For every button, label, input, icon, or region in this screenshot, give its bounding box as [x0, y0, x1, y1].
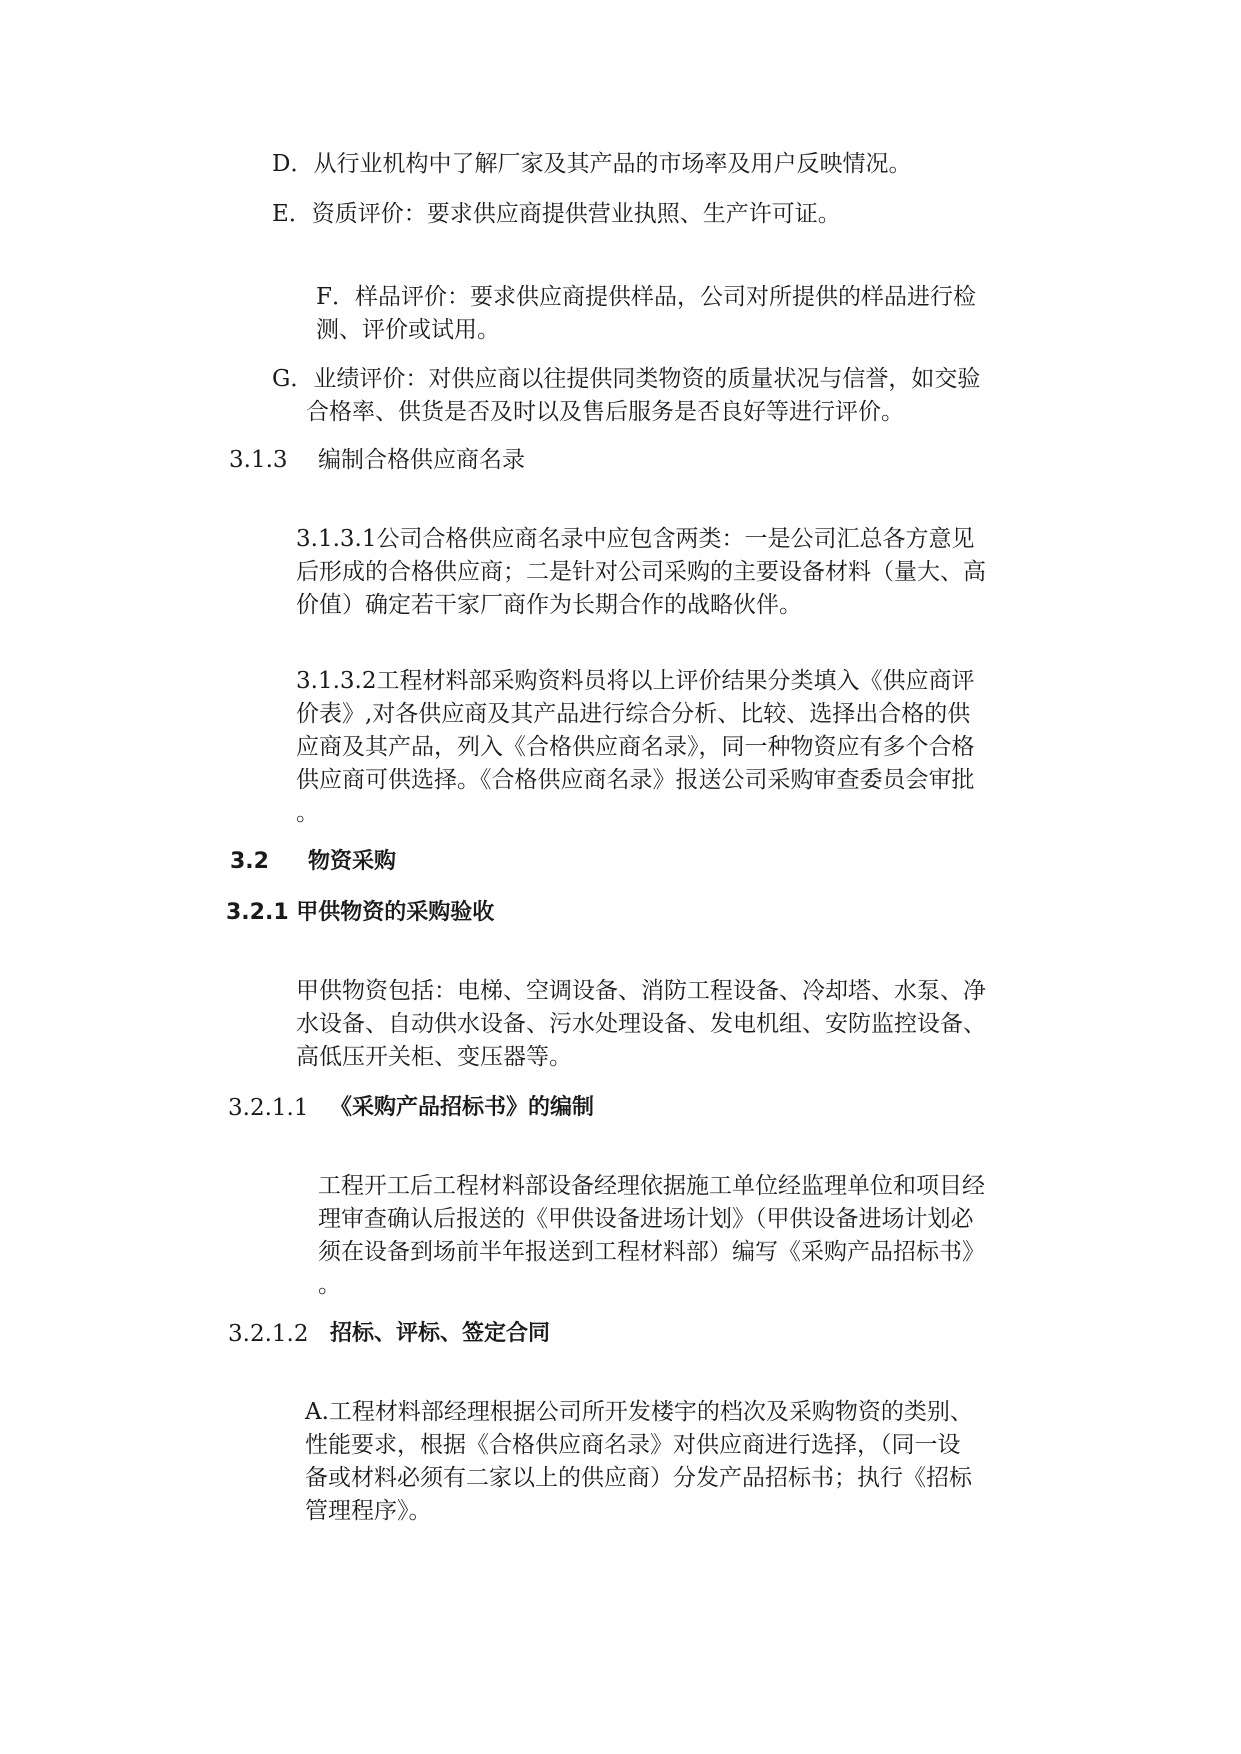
paragraph-line: 价表》,对各供应商及其产品进行综合分析、比较、选择出合格的供 — [296, 701, 971, 727]
paragraph-line: 甲供物资包括：电梯、空调设备、消防工程设备、冷却塔、水泵、净 — [296, 978, 986, 1004]
paragraph-3-1-3-2 — [296, 665, 975, 830]
section-3-2-1-1-title: 《采购产品招标书》的编制 — [330, 1095, 595, 1120]
paragraph-3-2-1-1 — [318, 1170, 985, 1302]
section-3-2-1-2-number: 3.2.1.2 — [228, 1321, 309, 1347]
paragraph-3-1-3-1 — [296, 523, 986, 622]
paragraph-line: 。 — [318, 1272, 341, 1298]
paragraph-line: 须在设备到场前半年报送到工程材料部）编写《采购产品招标书》 — [318, 1239, 985, 1265]
paragraph-line: 性能要求，根据《合格供应商名录》对供应商进行选择，（同一设 — [305, 1432, 961, 1458]
paragraph-line: 应商及其产品，列入《合格供应商名录》，同一种物资应有多个合格 — [296, 734, 975, 760]
item-g-line: G．业绩评价：对供应商以往提供同类物资的质量状况与信誉，如交验 — [272, 366, 981, 392]
section-3-1-3-title: 编制合格供应商名录 — [318, 447, 525, 473]
paragraph-line: 工程开工后工程材料部设备经理依据施工单位经监理单位和项目经 — [318, 1173, 985, 1199]
paragraph-line: 备或材料必须有二家以上的供应商）分发产品招标书；执行《招标 — [305, 1465, 972, 1491]
item-f-line: 测、评价或试用。 — [316, 317, 500, 343]
section-3-1-3-number: 3.1.3 — [229, 447, 288, 473]
paragraph-line: 理审查确认后报送的《甲供设备进场计划》（甲供设备进场计划必 — [318, 1206, 974, 1232]
paragraph-line: 水设备、自动供水设备、污水处理设备、发电机组、安防监控设备、 — [296, 1011, 986, 1037]
item-d: D．从行业机构中了解厂家及其产品的市场率及用户反映情况。 — [272, 151, 912, 177]
section-3-2-1-1-number: 3.2.1.1 — [228, 1095, 309, 1121]
section-3-2-1-2-title: 招标、评标、签定合同 — [330, 1321, 551, 1346]
item-g — [272, 363, 980, 429]
paragraph-line: 高低压开关柜、变压器等。 — [296, 1044, 572, 1070]
section-3-2-1-heading: 3.2.1 甲供物资的采购验收 — [226, 900, 495, 925]
section-3-2-number: 3.2 — [230, 849, 269, 874]
item-f-line: F．样品评价：要求供应商提供样品，公司对所提供的样品进行检 — [316, 284, 976, 310]
paragraph-3-2-1 — [296, 975, 986, 1074]
paragraph-line: A.工程材料部经理根据公司所开发楼宇的档次及采购物资的类别、 — [305, 1399, 973, 1425]
paragraph-line: 3.1.3.1公司合格供应商名录中应包含两类：一是公司汇总各方意见 — [296, 526, 975, 552]
item-e: E．资质评价：要求供应商提供营业执照、生产许可证。 — [272, 201, 841, 227]
paragraph-line: 3.1.3.2工程材料部采购资料员将以上评价结果分类填入《供应商评 — [296, 668, 975, 694]
item-g-line: 合格率、供货是否及时以及售后服务是否良好等进行评价。 — [306, 399, 904, 425]
item-f — [316, 281, 976, 347]
paragraph-line: 。 — [296, 800, 319, 826]
paragraph-line: 价值）确定若干家厂商作为长期合作的战略伙伴。 — [296, 592, 802, 618]
paragraph-3-2-1-2-a — [305, 1396, 973, 1528]
section-3-2-title: 物资采购 — [308, 849, 397, 874]
paragraph-line: 管理程序》。 — [305, 1498, 432, 1524]
paragraph-line: 后形成的合格供应商；二是针对公司采购的主要设备材料（量大、高 — [296, 559, 986, 585]
paragraph-line: 供应商可供选择。《合格供应商名录》报送公司采购审查委员会审批 — [296, 767, 975, 793]
